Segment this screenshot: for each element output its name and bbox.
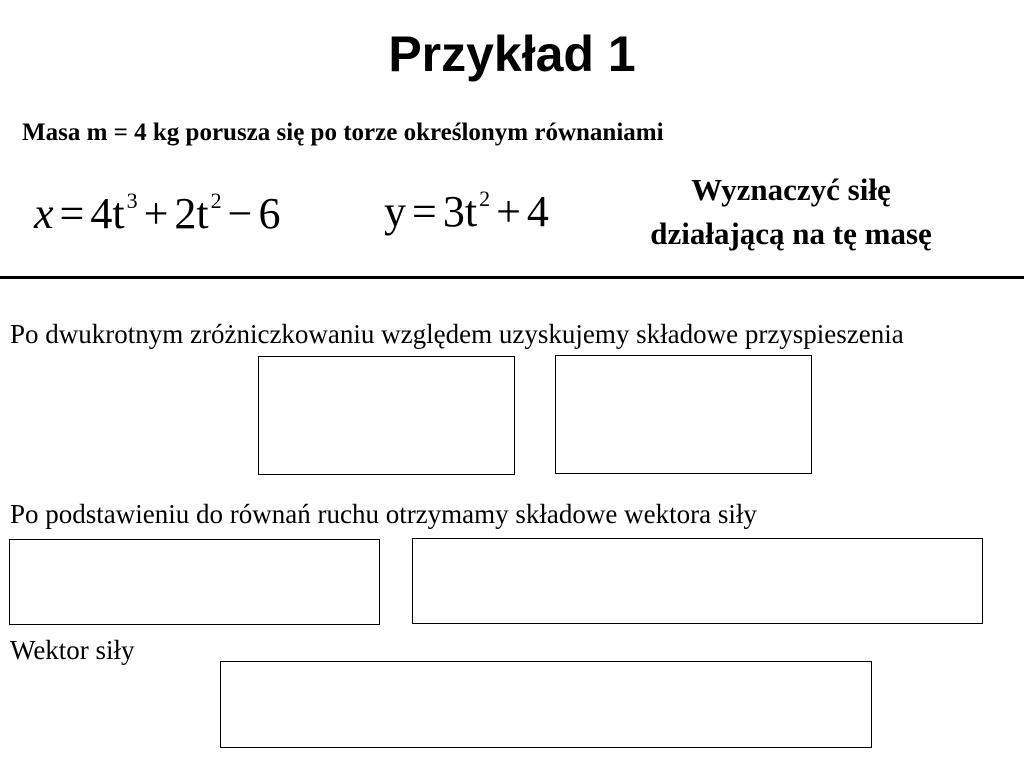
task-statement <box>596 168 986 256</box>
problem-statement: Masa m = 4 kg porusza się po torze określonym równaniami <box>22 119 664 146</box>
eq-y-term1: 3t <box>442 187 478 236</box>
eq-x-term1: 4t <box>90 189 125 238</box>
task-line-1: Wyznaczyć siłę <box>691 172 891 207</box>
eq-x-const: 6 <box>258 189 281 238</box>
force-x-box <box>9 539 380 625</box>
eq-y-exp1: 2 <box>479 186 491 211</box>
eq-x-equals: = <box>59 189 85 238</box>
step-1-text: Po dwukrotnym zróżniczkowaniu względem uzyskujemy składowe przyspieszenia <box>10 319 904 349</box>
eq-x-exp2: 2 <box>210 188 222 213</box>
eq-x-plus: + <box>143 189 169 238</box>
equation-x <box>34 188 280 247</box>
acceleration-x-box <box>258 356 515 475</box>
force-y-box <box>412 538 983 624</box>
slide-title: Przykład 1 <box>388 26 636 82</box>
eq-x-minus: − <box>227 189 253 238</box>
eq-y-plus: + <box>496 187 521 236</box>
task-line-2: działającą na tę masę <box>650 216 932 251</box>
eq-x-lhs: x <box>34 189 54 238</box>
eq-y-equals: = <box>412 187 437 236</box>
force-vector-box <box>220 661 872 748</box>
eq-y-lhs: y <box>384 187 406 236</box>
eq-y-const: 4 <box>526 187 549 236</box>
horizontal-divider <box>0 276 1024 279</box>
eq-x-term2: 2t <box>174 189 209 238</box>
equation-y <box>384 186 549 245</box>
step-2-text: Po podstawieniu do równań ruchu otrzymamy składowe wektora siły <box>10 499 757 529</box>
step-3-text: Wektor siły <box>10 635 135 665</box>
eq-x-exp1: 3 <box>126 188 138 213</box>
acceleration-y-box <box>555 355 812 474</box>
